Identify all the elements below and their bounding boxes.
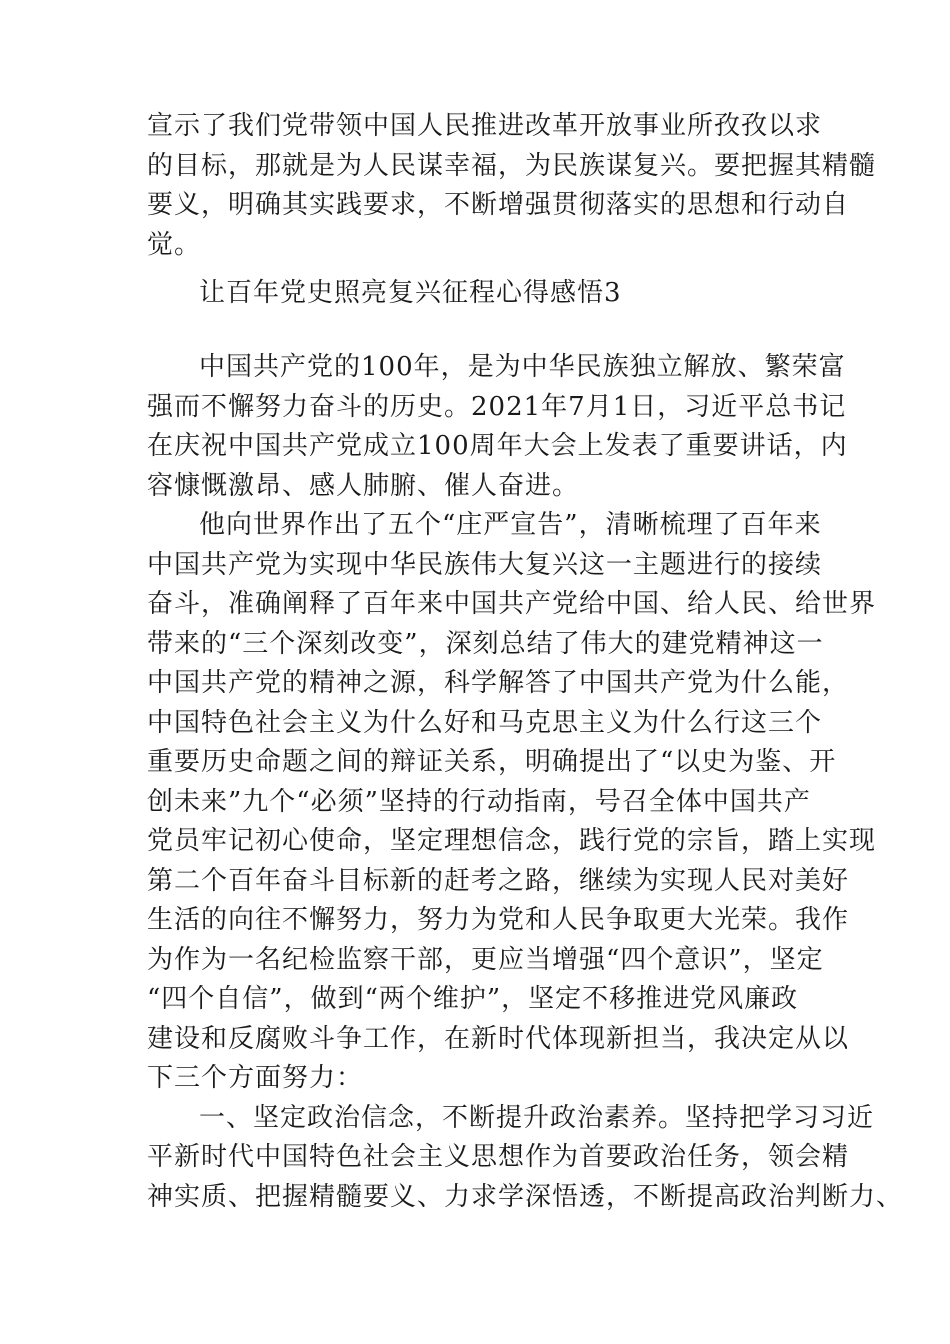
text-line: 重要历史命题之间的辩证关系，明确提出了“以史为鉴、开 [147, 747, 837, 777]
text-line: 神实质、把握精髓要义、力求学深悟透，不断提高政治判断力、 [147, 1181, 904, 1212]
text-line: 下三个方面努力： [147, 1063, 364, 1093]
paragraph-continued [147, 107, 877, 265]
text-line: 一、坚定政治信念，不断提升政治素养。坚持把学习习近 [199, 1102, 875, 1133]
text-line: 要义，明确其实践要求，不断增强贯彻落实的思想和行动自 [147, 190, 850, 220]
text-line: 建设和反腐败斗争工作，在新时代体现新担当，我决定从以 [147, 1023, 850, 1054]
text-line: 的目标，那就是为人民谋幸福，为民族谋复兴。要把握其精髓 [147, 150, 877, 181]
text-line: 带来的“三个深刻改变”，深刻总结了伟大的建党精神这一 [147, 628, 824, 659]
text-line: 创未来”九个“必须”坚持的行动指南，号召全体中国共产 [147, 786, 811, 817]
text-line: 宣示了我们党带领中国人民推进改革开放事业所孜孜以求 [147, 111, 823, 141]
text-line: “四个自信”，做到“两个维护”，坚定不移推进党风廉政 [147, 984, 799, 1014]
text-line: 中国特色社会主义为什么好和马克思主义为什么行这三个 [147, 707, 823, 738]
section-heading-block [147, 274, 827, 314]
section-heading: 让百年党史照亮复兴征程心得感悟3 [199, 278, 622, 308]
text-line: 强而不懈努力奋斗的历史。2021年7月1日，习近平总书记 [147, 391, 847, 422]
text-line: 生活的向往不懈努力，努力为党和人民争取更大光荣。我作 [147, 905, 850, 935]
text-line: 中国共产党的精神之源，科学解答了中国共产党为什么能， [147, 668, 850, 698]
text-line: 平新时代中国特色社会主义思想作为首要政治任务，领会精 [147, 1142, 850, 1172]
text-line: 在庆祝中国共产党成立100周年大会上发表了重要讲话，内 [147, 431, 848, 461]
text-line: 他向世界作出了五个“庄严宣告”，清晰梳理了百年来 [199, 510, 822, 540]
body-text [147, 348, 904, 1217]
text-line: 容慷慨激昂、感人肺腑、催人奋进。 [147, 470, 580, 501]
text-line: 第二个百年奋斗目标新的赶考之路，继续为实现人民对美好 [147, 865, 850, 896]
text-line: 中国共产党的100年，是为中华民族独立解放、繁荣富 [199, 352, 846, 382]
text-line: 觉。 [147, 229, 202, 260]
text-line: 党员牢记初心使命，坚定理想信念，践行党的宗旨，踏上实现 [147, 826, 877, 856]
text-line: 奋斗，准确阐释了百年来中国共产党给中国、给人民、给世界 [147, 589, 877, 619]
text-line: 中国共产党为实现中华民族伟大复兴这一主题进行的接续 [147, 549, 823, 580]
text-line: 为作为一名纪检监察干部，更应当增强“四个意识”，坚定 [147, 944, 824, 975]
